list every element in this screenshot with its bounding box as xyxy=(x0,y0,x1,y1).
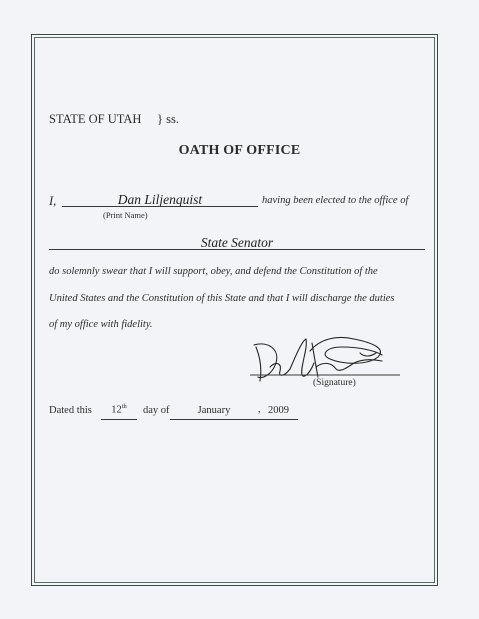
oath-line-2: United States and the Constitution of this State and that I will discharge the duties xyxy=(49,293,395,304)
office-name: State Senator xyxy=(200,235,274,250)
print-name-label: (Print Name) xyxy=(103,210,148,220)
day-suffix: th xyxy=(121,403,127,410)
name-underline xyxy=(62,206,258,207)
year-value: 2009 xyxy=(268,405,289,416)
signature-label: (Signature) xyxy=(313,378,356,388)
elected-text: having been elected to the office of xyxy=(262,195,409,206)
page-title: OATH OF OFFICE xyxy=(178,143,301,158)
i-label: I, xyxy=(49,194,57,208)
official-name: Dan Liljenquist xyxy=(117,192,203,207)
oath-line-3: of my office with fidelity. xyxy=(49,319,153,330)
day-value xyxy=(101,403,137,416)
ss-label: } ss. xyxy=(157,112,179,126)
date-comma: , xyxy=(258,404,261,415)
office-underline xyxy=(49,249,425,250)
dated-label: Dated this xyxy=(49,405,92,416)
month-year-underline xyxy=(170,419,298,420)
day-of-label: day of xyxy=(143,405,170,416)
day-number: 12 xyxy=(111,404,122,416)
day-underline xyxy=(101,419,137,420)
month-value: January xyxy=(197,405,231,416)
oath-line-1: do solemnly swear that I will support, obey, and defend the Constitution of the xyxy=(49,266,378,277)
state-label: STATE OF UTAH xyxy=(49,112,142,126)
